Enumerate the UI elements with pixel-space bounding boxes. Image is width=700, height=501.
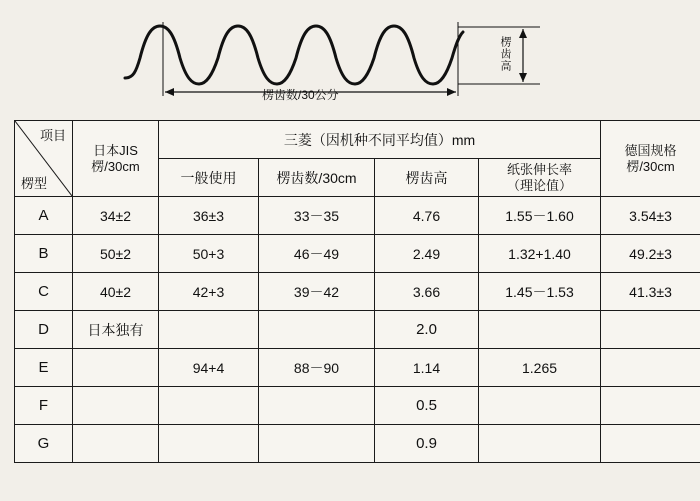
table-header-row-1 (15, 121, 700, 159)
cell-g-jis (73, 425, 159, 463)
corner-label-item: 项目 (39, 128, 66, 143)
cell-g-stretch (479, 425, 601, 463)
arrow-down-icon (519, 73, 527, 82)
cell-e-height: 1.14 (375, 349, 479, 387)
cell-g-german (601, 425, 700, 463)
cell-b-flutes: 46－49 (259, 235, 375, 273)
cell-g-flutes (259, 425, 375, 463)
cell-a-flutes: 33－35 (259, 197, 375, 235)
header-german-line1: 德国规格 (624, 142, 677, 158)
header-jis-line1: 日本JIS (93, 142, 138, 158)
header-paper-stretch-line1: 纸张伸长率 (507, 161, 573, 177)
header-flute-height: 楞齿高 (375, 159, 479, 197)
table-row (15, 425, 700, 463)
cell-e-german (601, 349, 700, 387)
arrow-left-icon (165, 88, 174, 96)
cell-c-german: 41.3±3 (601, 273, 700, 311)
cell-e-jis (73, 349, 159, 387)
header-german (601, 121, 700, 197)
cell-d-general (159, 311, 259, 349)
cell-b-general: 50+3 (159, 235, 259, 273)
cell-f-general (159, 387, 259, 425)
row-label-c: C (15, 273, 73, 311)
wave-path (125, 26, 463, 84)
flutes-per-30cm-label: 楞齿数/30公分 (262, 88, 339, 102)
cell-c-stretch: 1.45－1.53 (479, 273, 601, 311)
flute-spec-table (14, 120, 700, 463)
cell-d-german (601, 311, 700, 349)
cell-d-jis: 日本独有 (73, 311, 159, 349)
cell-d-flutes (259, 311, 375, 349)
table-row (15, 311, 700, 349)
cell-g-general (159, 425, 259, 463)
row-label-b: B (15, 235, 73, 273)
cell-f-german (601, 387, 700, 425)
row-label-e: E (15, 349, 73, 387)
flute-profile-diagram (0, 0, 700, 118)
table-row (15, 235, 700, 273)
row-label-a: A (15, 197, 73, 235)
table-row (15, 349, 700, 387)
row-label-g: G (15, 425, 73, 463)
flute-spec-table-wrapper (14, 120, 686, 463)
cell-b-height: 2.49 (375, 235, 479, 273)
cell-f-flutes (259, 387, 375, 425)
cell-f-height: 0.5 (375, 387, 479, 425)
cell-d-height: 2.0 (375, 311, 479, 349)
cell-g-height: 0.9 (375, 425, 479, 463)
flute-height-label: 楞齿高 (499, 36, 511, 72)
header-paper-stretch (479, 159, 601, 197)
cell-c-jis: 40±2 (73, 273, 159, 311)
header-general-use: 一般使用 (159, 159, 259, 197)
header-flutes-per-30cm: 楞齿数/30cm (259, 159, 375, 197)
flute-wave-svg (0, 0, 700, 118)
cell-e-flutes: 88－90 (259, 349, 375, 387)
header-jis (73, 121, 159, 197)
cell-f-jis (73, 387, 159, 425)
arrow-right-icon (447, 88, 456, 96)
cell-a-jis: 34±2 (73, 197, 159, 235)
corner-label-flutetype: 楞型 (21, 176, 48, 191)
cell-a-height: 4.76 (375, 197, 479, 235)
row-label-f: F (15, 387, 73, 425)
header-paper-stretch-line2: （理论值） (507, 177, 573, 193)
cell-e-stretch: 1.265 (479, 349, 601, 387)
table-row (15, 273, 700, 311)
cell-b-german: 49.2±3 (601, 235, 700, 273)
header-jis-line2: 楞/30cm (91, 158, 140, 174)
cell-f-stretch (479, 387, 601, 425)
table-row (15, 387, 700, 425)
cell-c-general: 42+3 (159, 273, 259, 311)
cell-c-height: 3.66 (375, 273, 479, 311)
cell-a-german: 3.54±3 (601, 197, 700, 235)
cell-a-stretch: 1.55－1.60 (479, 197, 601, 235)
header-mitsubishi: 三菱（因机种不同平均值）mm (159, 121, 601, 159)
table-row (15, 197, 700, 235)
row-label-d: D (15, 311, 73, 349)
cell-b-jis: 50±2 (73, 235, 159, 273)
corner-cell (15, 121, 73, 197)
cell-a-general: 36±3 (159, 197, 259, 235)
cell-e-general: 94+4 (159, 349, 259, 387)
header-german-line2: 楞/30cm (626, 158, 675, 174)
cell-c-flutes: 39－42 (259, 273, 375, 311)
cell-b-stretch: 1.32+1.40 (479, 235, 601, 273)
arrow-up-icon (519, 29, 527, 38)
cell-d-stretch (479, 311, 601, 349)
